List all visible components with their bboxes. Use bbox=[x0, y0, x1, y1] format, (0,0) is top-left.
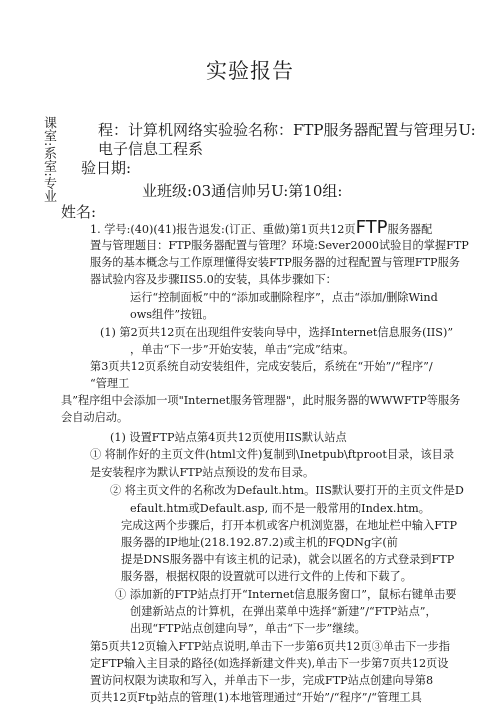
body-line-4: 器试验内容及步骤IIS5.0的安装，具体步骤如下： bbox=[90, 273, 337, 286]
body-line-25: 第5页共12页输入FTP站点说明,单击下一步第6页共12页③单击下一步指 bbox=[90, 640, 450, 653]
side-label: 课室:系室:专业 bbox=[41, 116, 56, 203]
body-line-27: 置访问权限为读取和写入，并单击下一步，完成FTP站点创建向导第8 bbox=[90, 674, 434, 687]
body-line-3: 服务的基本概念与工作原理懂得安装FTP服务器的过程配置与管理FTP服务 bbox=[90, 256, 460, 269]
body-line-19: 服务器的IP地址(218.192.87.2)或主机的FQDNg字(前 bbox=[121, 536, 398, 549]
body-line-10: “管理工 bbox=[90, 377, 130, 390]
body-line-26: 定FTP输入主目录的路径(如选择新建文件夹),单击下一步第7页共12页设 bbox=[90, 657, 449, 670]
ftp-large-text: FTP bbox=[355, 217, 388, 238]
body-line-5: 运行“控制面板”中的“添加或删除程序”，点击“添加/删除Wind bbox=[130, 291, 438, 304]
class-line: 业班级:03通信帅另U:第10组: bbox=[142, 182, 343, 200]
body-line-28: 页共12页Ftp站点的管理(1)本地管理通过“开始”/“程序”/“管理工具 bbox=[90, 691, 422, 704]
body-line-14: ① 将制作好的主页文件(html文件)复制到\Inetpub\ftproot目录，该目录 bbox=[90, 448, 455, 461]
body-line-1-text: 1. 学号:(40)(41)报告退发:(订正、重做)第1页共12页 bbox=[90, 223, 356, 236]
body-line-18: 完成这两个步骤后，打开本机或客户机浏览器，在地址栏中输入FTP bbox=[121, 519, 458, 532]
date-label: 验日期: bbox=[81, 159, 132, 177]
body-line-2: 置与管理题目：FTP服务器配置与管理？环境:Sever2000试验目的掌握FTP bbox=[90, 239, 469, 252]
body-line-12: 会自动启动。 bbox=[61, 411, 129, 424]
body-line-1-tail: 服务器配 bbox=[387, 223, 433, 236]
course-line: 程：计算机网络实验验名称：FTP服务器配置与管理另U: bbox=[98, 121, 476, 139]
body-line-9: 第3页共12页系统自动安装组件，完成安装后，系统在“开始”/“程序”/ bbox=[90, 360, 433, 373]
body-line-1 bbox=[90, 217, 433, 239]
body-line-7: (1) 第2页共12页在出现组件安装向导中，选择Internet信息服务(IIS)” bbox=[100, 326, 454, 339]
body-line-6: ows组件”按钮。 bbox=[130, 308, 214, 321]
body-line-16: ② 将主页文件的名称改为Default.htm。IIS默认要打开的主页文件是D bbox=[110, 484, 464, 497]
body-line-11: 具”程序组中会添加一项"Internet服务管理器"，此时服务器的WWWFTP等服务 bbox=[61, 394, 461, 407]
department-line: 电子信息工程系 bbox=[98, 140, 204, 158]
body-line-17: efault.htm或Default.asp, 而不是一般常用的Index.htm。 bbox=[130, 502, 430, 515]
body-line-24: 出现“FTP站点创建向导”，单击“下一步”继续。 bbox=[130, 622, 366, 635]
body-line-8: ，单击“下一步”开始安装，单击“完成”结束。 bbox=[130, 343, 355, 356]
name-label: 姓名: bbox=[61, 203, 97, 221]
body-line-23: 创建新站点的计算机，在弹出菜单中选择“新建”/“FTP站点”， bbox=[130, 605, 437, 618]
body-line-21: 服务器，根据权限的设置就可以进行文件的上传和下载了。 bbox=[121, 570, 412, 583]
body-line-20: 提是DNS服务器中有该主机的记录)，就会以匿名的方式登录到FTP bbox=[121, 553, 455, 566]
body-line-22: ① 添加新的FTP站点打开“Internet信息服务窗口”，鼠标右键单击要 bbox=[115, 588, 457, 601]
body-line-15: 是安装程序为默认FTP站点预设的发布目录。 bbox=[90, 466, 315, 479]
page-title: 实验报告 bbox=[206, 59, 294, 83]
body-line-13: (1) 设置FTP站点第4页共12页使用IIS默认站点 bbox=[110, 431, 347, 444]
